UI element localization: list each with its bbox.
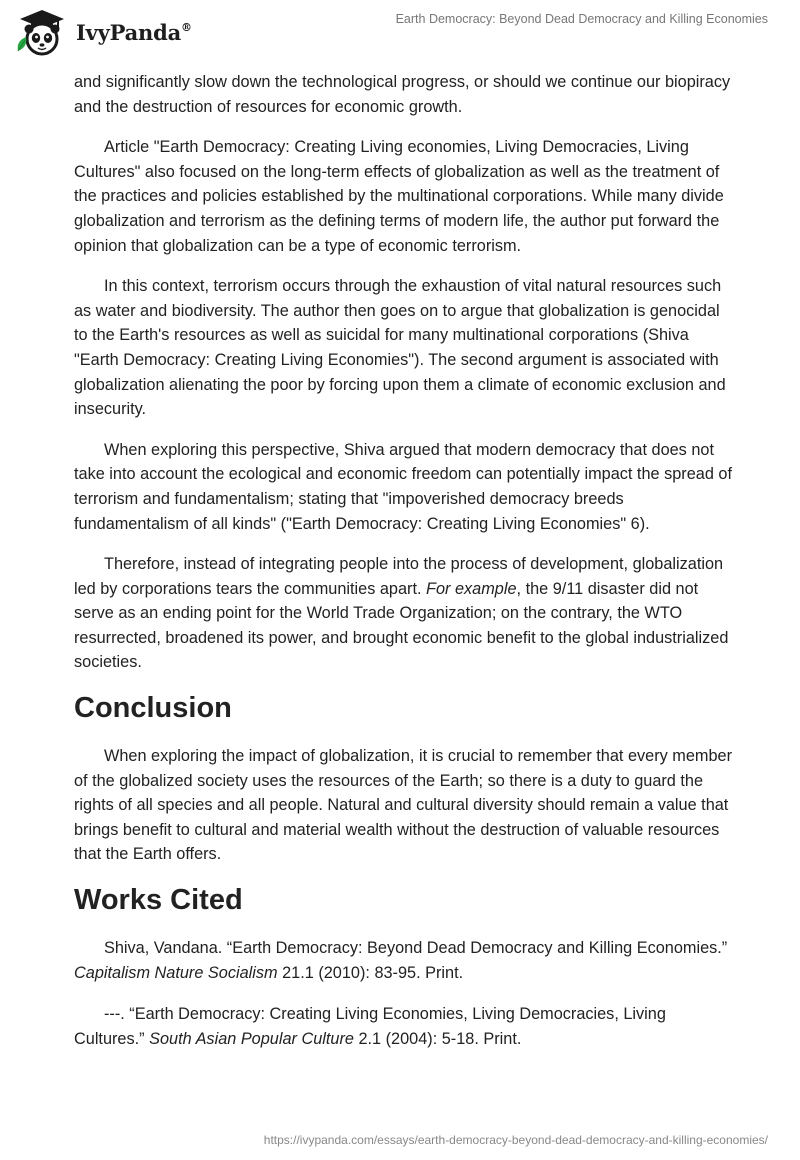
citation-text: 2.1 (2004): 5-18. Print. [353,1029,522,1048]
paragraph: When exploring the impact of globalization, it is crucial to remember that every member of the globalized society uses the resources of the Earth; so there is a duty to guard the rights of all species and all people. Natural and cultural diversity should remain a value that brings benefit to cultural and material wealth without the destruction of valuable resources that the Earth offers. [74,747,733,864]
works-cited-heading: Works Cited [74,884,243,917]
source-url-link[interactable]: https://ivypanda.com/essays/earth-democracy-beyond-dead-democracy-and-killing-economies/ [263,1133,768,1147]
paragraph-continued: and significantly slow down the technological progress, or should we continue our biopiracy and the destruction of resources for economic growth. [74,73,731,116]
paragraph: In this context, terrorism occurs through the exhaustion of vital natural resources such as water and biodiversity. The author then goes on to argue that globalization is genocidal to the Earth's resources as well as suicidal for many multinational corporations (Shiva "Earth Democracy: Creating Living Economies"). The second argument is associated with globalization alienating the poor by forcing upon them a climate of economic exclusion and insecurity. [74,277,726,419]
paragraph [74,552,734,675]
paragraph-text: , the 9/11 disaster did not serve as an ending point for the World Trade Organization; on the contrary, the WTO resurrected, broadened its power, and brought economic benefit to the global industrialized societies. [74,579,729,672]
page-title: Earth Democracy: Beyond Dead Democracy and Killing Economies [395,12,768,26]
citation-source: Capitalism Nature Socialism [74,963,278,982]
conclusion-heading: Conclusion [74,692,232,725]
emphasis-text: For example [426,579,517,598]
paragraph: Article "Earth Democracy: Creating Living economies, Living Democracies, Living Cultures" also focused on the long-term effects of globalization as well as the treatment of the practices and policies established by the multinational corporations. While many divide globalization and terrorism as the defining terms of modern life, the author put forward the opinion that globalization can be a type of economic terrorism. [74,138,724,255]
citation-text: Shiva, Vandana. “Earth Democracy: Beyond Dead Democracy and Killing Economies.” [104,939,728,958]
citation-entry [74,936,734,985]
logo-wordmark: IvyPanda® [76,20,192,45]
article-body [74,70,734,1068]
page-header [0,0,800,70]
registered-mark: ® [181,21,192,34]
paragraph: When exploring this perspective, Shiva argued that modern democracy that does not take into account the ecological and economic freedom can potentially impact the spread of terrorism and fundamentalism; stating that "impoverished democracy breeds fundamentalism of all kinds" ("Earth Democracy: Creating Living Economies" 6). [74,440,732,533]
paragraph-text: Therefore, instead of integrating people into the process of development, globalization led by corporations tears the communities apart. [74,555,724,598]
citation-entry [74,1002,734,1051]
logo[interactable] [14,7,192,59]
citation-text: 21.1 (2010): 83-95. Print. [277,963,464,982]
panda-graduate-icon [14,7,70,59]
citation-text: ---. “Earth Democracy: Creating Living Economies, Living Democracies, Living Cultures.” [74,1005,666,1048]
citation-source: South Asian Popular Culture [149,1029,354,1048]
